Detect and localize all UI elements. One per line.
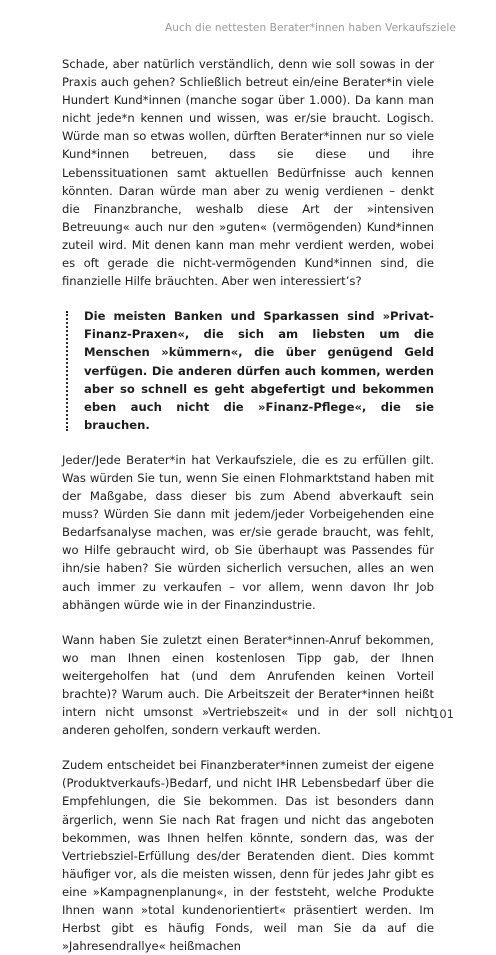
dotted-rule — [66, 311, 68, 431]
paragraph: Zudem entscheidet bei Finanzberater*innen zumeist der eigene (Produktverkaufs-)Bedarf, und nicht IHR Lebensbedarf über die Empfehlungen, die Sie bekommen. Das ist besonders dann ärgerlich, wenn Sie nach Rat fragen und nicht das angeboten bekommen, was Ihnen helfen könnte, sondern das, was der Vertriebsziel-Erfüllung des/der Beratenden dient. Dies kommt häufiger vor, als die meisten wissen, denn für jedes Jahr gibt es eine »Kampagnenplanung«, in der feststeht, welche Produkte Ihnen wann »total kundenorientiert« präsentiert werden. Im Herbst gibt es häufig Fonds, weil man Sie da auf die »Jahresendrallye« heißmachen — [62, 758, 434, 954]
page-number: 101 — [432, 707, 454, 721]
running-header: Auch die nettesten Berater*innen haben Verkaufsziele — [164, 22, 456, 34]
pull-quote-text: Die meisten Banken und Sparkassen sind »Privat-Finanz-Praxen«, die sich am liebsten um die Menschen »kümmern«, die über genügend Geld verfügen. Die anderen dürfen auch kommen, werden aber so schnell es geht abgefertigt und bekommen eben auch nicht die »Finanz-Pflege«, die sie brauchen. — [84, 309, 434, 432]
paragraph: Schade, aber natürlich verständlich, denn wie soll sowas in der Praxis auch gehen? Schließlich betreut ein/eine Berater*in viele Hundert Kund*innen (manche sogar über 1.000). Da kann man nicht jede*n kennen und wissen, was er/sie braucht. Logisch. Würde man so etwas wollen, dürften Berater*innen nur so viele Kund*innen betreuen, dass sie diese und ihre Lebenssituationen samt aktuellen Bedürfnisse auch kennen könnten. Daran würde man aber zu wenig verdienen – denkt die Finanzbranche, weshalb diese Art der »intensiven Betreuung« auch nur den »guten« (vermögenden) Kund*innen zuteil wird. Mit denen kann man mehr verdient werden, wobei es oft gerade die nicht-vermögenden Kund*innen sind, die finanzielle Hilfe bräuchten. Aber wen interessiert’s? — [62, 57, 434, 289]
paragraph: Wann haben Sie zuletzt einen Berater*innen-Anruf bekommen, wo man Ihnen einen kostenlosen Tipp gab, der Ihnen weitergeholfen hat (und dem Anrufenden keinen Vorteil brachte)? Warum auch. Die Arbeitszeit der Berater*innen heißt intern nicht umsonst »Vertriebszeit« und in der soll nicht anderen geholfen, sondern verkauft werden. — [62, 632, 434, 738]
pull-quote — [62, 307, 434, 434]
paragraph: Jeder/Jede Berater*in hat Verkaufsziele, die es zu erfüllen gilt. Was würden Sie tun, wenn Sie einen Flohmarktstand haben mit der Maßgabe, dass dieser bis zum Abend abverkauft sein muss? Würden Sie dann mit jedem/jeder Vorbeigehenden eine Bedarfsanalyse machen, was er/sie gerade braucht, was fehlt, wo Hilfe gebraucht wird, ob Sie überhaupt was Passendes für ihn/sie haben? Sie würden sicherlich versuchen, alles an wen auch immer zu verkaufen – vor allem, wenn davon Ihr Job abhängen würde wie in der Finanzindustrie. — [62, 452, 434, 612]
page-body — [62, 55, 434, 955]
